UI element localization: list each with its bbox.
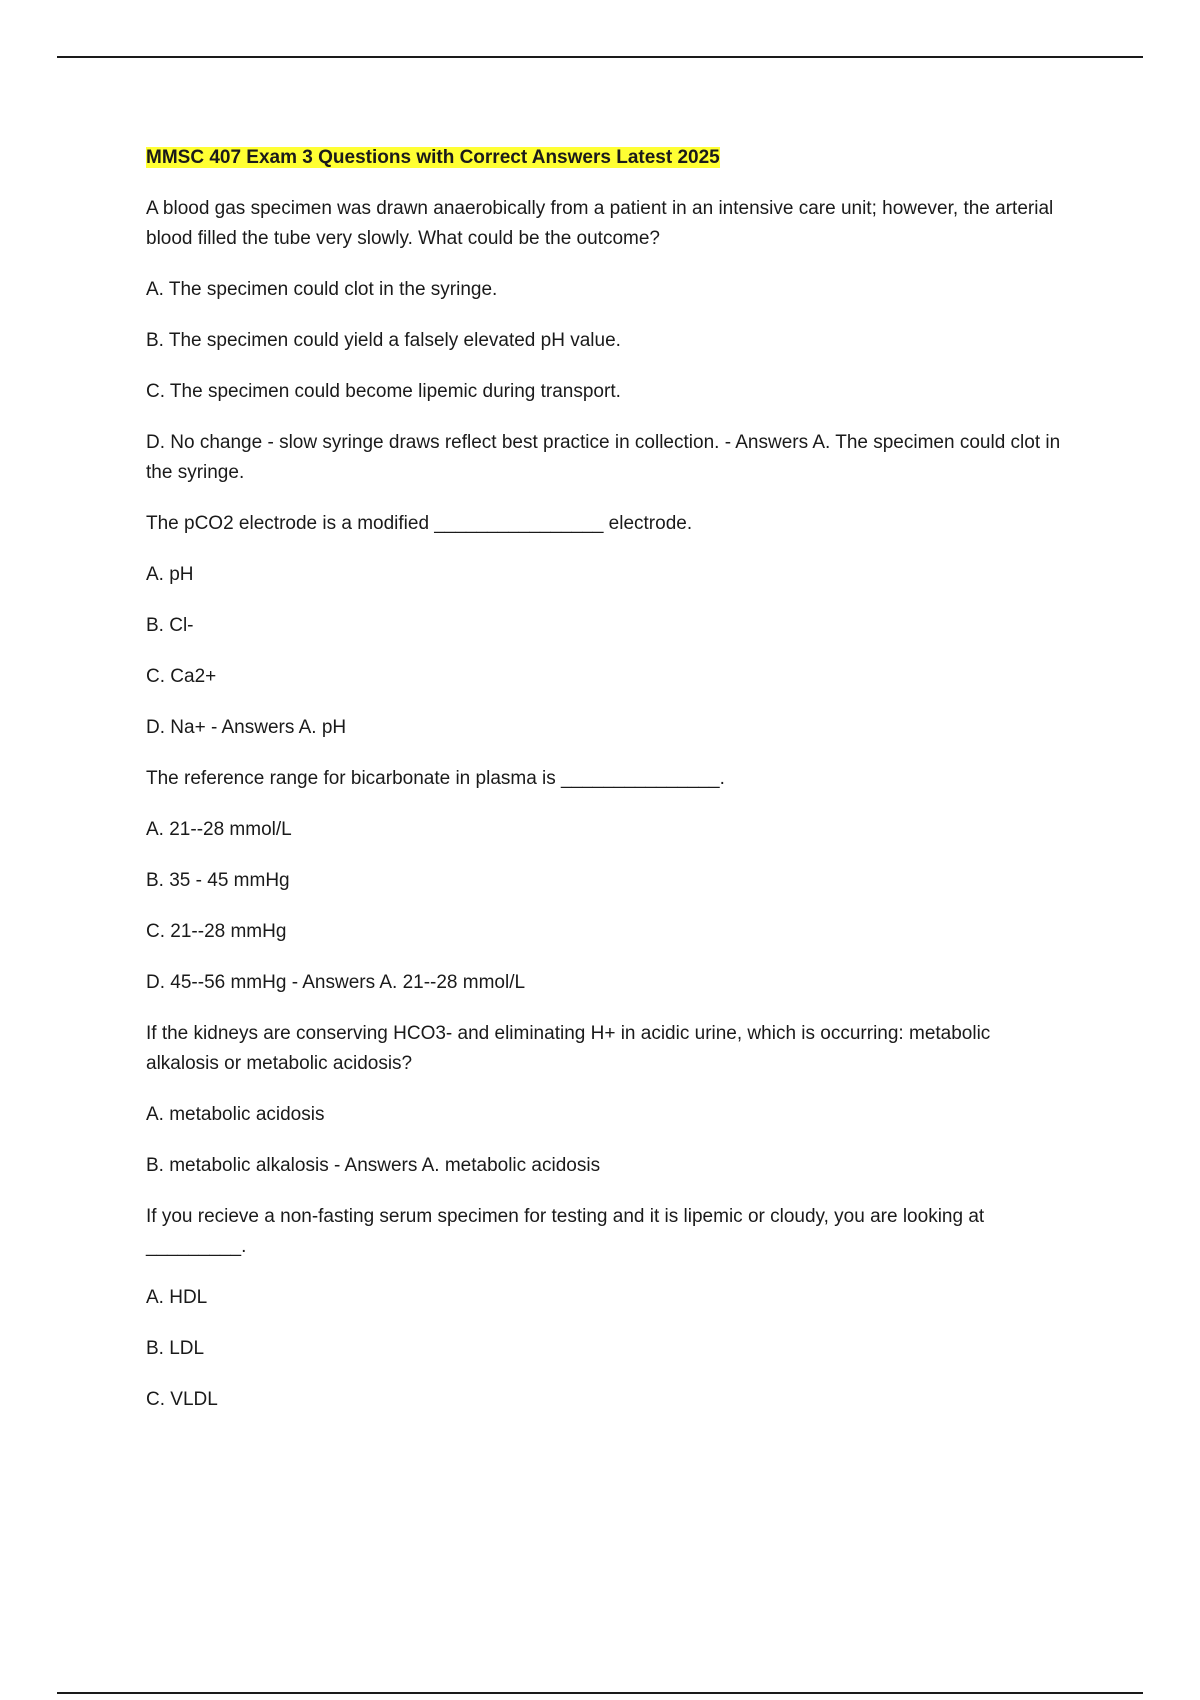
- question-3-option-b: B. 35 - 45 mmHg: [146, 870, 290, 891]
- question-1-option-d-answer: D. No change - slow syringe draws reflect best practice in collection. - Answers A. The specimen could clot in the syringe.: [146, 432, 1061, 483]
- question-5-option-a: A. HDL: [146, 1287, 208, 1308]
- question-5-option-c: C. VLDL: [146, 1389, 218, 1410]
- question-4-option-b-answer: B. metabolic alkalosis - Answers A. metabolic acidosis: [146, 1155, 601, 1176]
- question-2-option-b: B. Cl-: [146, 615, 194, 636]
- question-1-option-c: C. The specimen could become lipemic during transport.: [146, 381, 621, 402]
- question-5-stem: If you recieve a non-fasting serum specimen for testing and it is lipemic or cloudy, you are looking at _________.: [146, 1206, 985, 1257]
- question-5-option-b: B. LDL: [146, 1338, 205, 1359]
- question-3-option-c: C. 21--28 mmHg: [146, 921, 287, 942]
- document-title: [146, 144, 1066, 172]
- question-2-option-a: A. pH: [146, 564, 194, 585]
- title-highlight: MMSC 407 Exam 3 Questions with Correct Answers Latest 2025: [146, 147, 720, 168]
- question-1-option-b: B. The specimen could yield a falsely elevated pH value.: [146, 330, 621, 351]
- document-body: [146, 144, 1066, 1436]
- question-2-option-d-answer: D. Na+ - Answers A. pH: [146, 717, 347, 738]
- question-4-option-a: A. metabolic acidosis: [146, 1104, 325, 1125]
- question-4-stem: If the kidneys are conserving HCO3- and eliminating H+ in acidic urine, which is occurring: metabolic alkalosis or metabolic acidosis?: [146, 1023, 991, 1074]
- question-2-stem: The pCO2 electrode is a modified ________________ electrode.: [146, 513, 693, 534]
- question-3-option-d-answer: D. 45--56 mmHg - Answers A. 21--28 mmol/L: [146, 972, 526, 993]
- header-rule: [57, 56, 1143, 58]
- question-2-option-c: C. Ca2+: [146, 666, 217, 687]
- question-3-option-a: A. 21--28 mmol/L: [146, 819, 292, 840]
- question-1-stem: A blood gas specimen was drawn anaerobically from a patient in an intensive care unit; however, the arterial blood filled the tube very slowly. What could be the outcome?: [146, 198, 1054, 249]
- question-1-option-a: A. The specimen could clot in the syringe.: [146, 279, 498, 300]
- footer-rule: [57, 1692, 1143, 1694]
- question-3-stem: The reference range for bicarbonate in plasma is _______________.: [146, 768, 725, 789]
